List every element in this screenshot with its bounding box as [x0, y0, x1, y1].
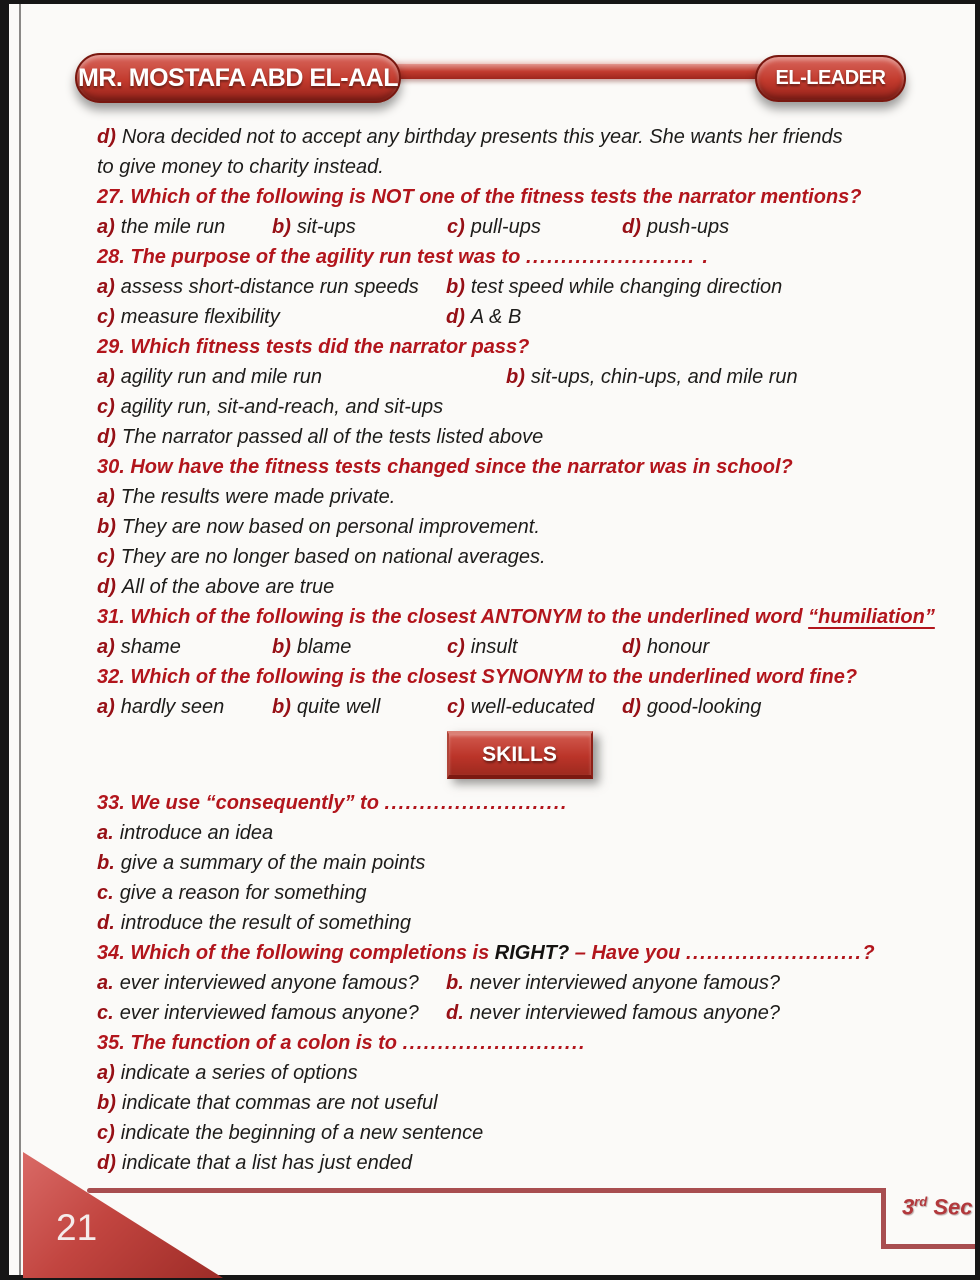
text-line [97, 848, 942, 878]
segment-text: give a reason for something [119, 882, 367, 904]
questions-block-2 [97, 788, 942, 1178]
segment-text: indicate the beginning of a new sentence [120, 1122, 484, 1144]
option-letter: d) [97, 126, 116, 148]
answer-option [446, 306, 521, 328]
option-letter: a) [97, 486, 115, 508]
option-letter: d) [97, 1152, 116, 1174]
answer-option [97, 632, 272, 662]
segment-text: RIGHT? [494, 942, 570, 964]
text-line [97, 122, 942, 152]
option-letter: b. [97, 852, 115, 874]
answer-option [97, 968, 446, 998]
footer-rule-right [881, 1244, 975, 1249]
text-segment [97, 792, 384, 814]
segment-text: ........................ . [525, 246, 710, 268]
skills-heading-label: SKILLS [482, 742, 557, 766]
grade-number: 3 [902, 1194, 915, 1220]
answer-option [97, 426, 543, 448]
segment-text: indicate that commas are not useful [121, 1092, 438, 1114]
answer-option [97, 852, 425, 874]
document-page [9, 4, 975, 1275]
text-line [97, 392, 942, 422]
segment-text: good-looking [646, 696, 762, 718]
segment-text: sit-ups [296, 216, 356, 238]
answer-option [97, 362, 506, 392]
grade-ordinal: rd [914, 1194, 928, 1209]
text-line [97, 212, 942, 242]
option-letter: d) [97, 426, 116, 448]
answer-option [446, 972, 780, 994]
answer-option [97, 486, 395, 508]
text-line [97, 242, 942, 272]
text-line [97, 998, 942, 1028]
segment-text: They are no longer based on national averages. [120, 546, 546, 568]
answer-option [97, 272, 446, 302]
option-letter: a) [97, 1062, 115, 1084]
option-letter: a) [97, 276, 115, 298]
text-line [97, 362, 942, 392]
text-segment [403, 1032, 586, 1054]
option-letter: b) [506, 366, 525, 388]
footer-rule-horizontal [87, 1188, 886, 1193]
option-letter: d. [446, 1002, 464, 1024]
text-line [97, 1028, 942, 1058]
segment-text: All of the above are true [121, 576, 335, 598]
option-letter: b) [272, 216, 291, 238]
option-letter: d) [97, 576, 116, 598]
option-letter: a) [97, 216, 115, 238]
answer-option [622, 216, 729, 238]
answer-option [97, 1122, 483, 1144]
option-letter: a) [97, 366, 115, 388]
segment-text: “humiliation” [808, 606, 935, 628]
answer-option [506, 366, 798, 388]
text-line [97, 908, 942, 938]
answer-option [97, 692, 272, 722]
segment-text: introduce the result of something [120, 912, 411, 934]
option-letter: c) [97, 306, 115, 328]
text-line [97, 1118, 942, 1148]
segment-text: pull-ups [470, 216, 541, 238]
text-line [97, 572, 942, 602]
text-segment [495, 942, 569, 964]
text-line [97, 452, 942, 482]
option-letter: c) [447, 216, 465, 238]
page-number: 21 [56, 1207, 98, 1248]
segment-text: Nora decided not to accept any birthday presents this year. She wants her friends [121, 126, 843, 148]
text-line [97, 482, 942, 512]
text-line [97, 182, 942, 212]
option-letter: a. [97, 972, 114, 994]
answer-option [97, 516, 540, 538]
segment-text: hardly seen [120, 696, 225, 718]
segment-text: the mile run [120, 216, 226, 238]
segment-text: The results were made private. [120, 486, 396, 508]
option-letter: c) [447, 696, 465, 718]
segment-text: introduce an idea [119, 822, 274, 844]
brand-label: EL-LEADER [775, 67, 886, 89]
answer-option [447, 632, 622, 662]
segment-text: indicate that a list has just ended [121, 1152, 413, 1174]
option-letter: b) [272, 696, 291, 718]
answer-option [97, 546, 546, 568]
answer-option [272, 632, 447, 662]
answer-option [97, 822, 273, 844]
text-segment [97, 456, 793, 478]
answer-option [97, 912, 411, 934]
grade-text: Sec [933, 1194, 973, 1220]
segment-text: never interviewed anyone famous? [469, 972, 780, 994]
text-line [97, 422, 942, 452]
answer-option [97, 1152, 412, 1174]
text-line [97, 1058, 942, 1088]
header-connector-bar [381, 64, 771, 79]
page-edge-line [19, 4, 21, 1275]
text-segment [808, 606, 935, 628]
option-letter: c) [97, 1122, 115, 1144]
option-letter: c. [97, 882, 114, 904]
segment-text: 27. Which of the following is NOT one of the fitness tests the narrator mentions? [97, 186, 862, 208]
segment-text: agility run and mile run [120, 366, 323, 388]
segment-text: .......................... [402, 1032, 587, 1054]
questions-content [97, 122, 942, 1178]
option-letter: a) [97, 636, 115, 658]
answer-option [97, 1092, 438, 1114]
segment-text: ever interviewed anyone famous? [119, 972, 419, 994]
segment-text: .......................... [384, 792, 568, 814]
text-line [97, 542, 942, 572]
segment-text: indicate a series of options [120, 1062, 358, 1084]
answer-option [622, 696, 761, 718]
segment-text: well-educated [470, 696, 595, 718]
option-letter: c) [447, 636, 465, 658]
segment-text: give a summary of the main points [120, 852, 426, 874]
segment-text: shame [120, 636, 181, 658]
segment-text: to give money to charity instead. [97, 156, 384, 178]
text-line [97, 1088, 942, 1118]
segment-text: push-ups [646, 216, 730, 238]
segment-text: – Have you [569, 942, 686, 964]
text-segment [97, 666, 857, 688]
option-letter: d) [622, 696, 641, 718]
segment-text: 33. We use “consequently” to [97, 792, 385, 814]
answer-option [622, 636, 709, 658]
option-letter: d) [622, 636, 641, 658]
option-letter: d) [446, 306, 465, 328]
option-letter: d. [97, 912, 115, 934]
segment-text: 29. Which fitness tests did the narrator pass? [97, 336, 530, 358]
text-segment [97, 942, 495, 964]
text-line [97, 602, 942, 632]
answer-option [97, 576, 334, 598]
text-line [97, 332, 942, 362]
text-line [97, 968, 942, 998]
segment-text: 30. How have the fitness tests changed since the narrator was in school? [97, 456, 793, 478]
segment-text: The narrator passed all of the tests listed above [121, 426, 544, 448]
text-segment [97, 606, 808, 628]
text-segment [686, 942, 876, 964]
questions-block-1 [97, 122, 942, 722]
option-letter: b) [272, 636, 291, 658]
answer-option [97, 1062, 358, 1084]
segment-text: ever interviewed famous anyone? [119, 1002, 419, 1024]
brand-badge [755, 55, 906, 102]
segment-text: assess short-distance run speeds [120, 276, 419, 298]
text-line [97, 272, 942, 302]
answer-option [447, 212, 622, 242]
answer-option [272, 212, 447, 242]
answer-option [272, 692, 447, 722]
option-letter: c. [97, 1002, 114, 1024]
teacher-name-badge [75, 53, 401, 103]
option-letter: b) [446, 276, 465, 298]
option-letter: c) [97, 546, 115, 568]
text-line [97, 818, 942, 848]
segment-text: 32. Which of the following is the closest SYNONYM to the underlined word fine? [97, 666, 858, 688]
option-letter: d) [622, 216, 641, 238]
text-line [97, 632, 942, 662]
segment-text: never interviewed famous anyone? [469, 1002, 780, 1024]
text-line [97, 692, 942, 722]
skills-section-divider [97, 722, 942, 788]
teacher-name-label: MR. MOSTAFA ABD EL-AAL [78, 63, 398, 92]
segment-text: quite well [296, 696, 381, 718]
segment-text: insult [470, 636, 518, 658]
text-line [97, 788, 942, 818]
answer-option [97, 302, 446, 332]
answer-option [97, 882, 367, 904]
segment-text: honour [646, 636, 710, 658]
answer-option [446, 276, 782, 298]
grade-section-label [902, 1194, 973, 1220]
text-segment [97, 246, 526, 268]
segment-text: They are now based on personal improvement. [121, 516, 540, 538]
segment-text: blame [296, 636, 352, 658]
text-segment [384, 792, 567, 814]
text-line [97, 662, 942, 692]
segment-text: 35. The function of a colon is to [97, 1032, 403, 1054]
option-letter: b. [446, 972, 464, 994]
option-letter: c) [97, 396, 115, 418]
text-line [97, 302, 942, 332]
answer-option [97, 998, 446, 1028]
text-segment [569, 942, 686, 964]
option-letter: b) [97, 1092, 116, 1114]
segment-text: 31. Which of the following is the closest ANTONYM to the underlined word [97, 606, 809, 628]
segment-text: 34. Which of the following completions is [97, 942, 495, 964]
answer-option [97, 212, 272, 242]
text-line [97, 152, 942, 182]
segment-text: test speed while changing direction [470, 276, 783, 298]
text-segment [97, 186, 862, 208]
text-segment [526, 246, 709, 268]
text-segment [97, 336, 529, 358]
option-letter: b) [97, 516, 116, 538]
text-segment [97, 156, 384, 178]
answer-option [447, 692, 622, 722]
text-segment [97, 1032, 403, 1054]
segment-text: measure flexibility [120, 306, 280, 328]
segment-text: .........................? [685, 942, 877, 964]
text-line [97, 878, 942, 908]
option-letter: a) [97, 696, 115, 718]
option-letter: a. [97, 822, 114, 844]
footer-rule-vertical [881, 1188, 886, 1249]
answer-option [97, 396, 443, 418]
text-line [97, 1148, 942, 1178]
answer-option [97, 126, 843, 148]
text-line [97, 938, 942, 968]
segment-text: sit-ups, chin-ups, and mile run [530, 366, 798, 388]
segment-text: 28. The purpose of the agility run test was to [97, 246, 526, 268]
answer-option [446, 1002, 780, 1024]
text-line [97, 512, 942, 542]
segment-text: A & B [470, 306, 522, 328]
skills-heading-badge [447, 731, 593, 779]
segment-text: agility run, sit-and-reach, and sit-ups [120, 396, 444, 418]
